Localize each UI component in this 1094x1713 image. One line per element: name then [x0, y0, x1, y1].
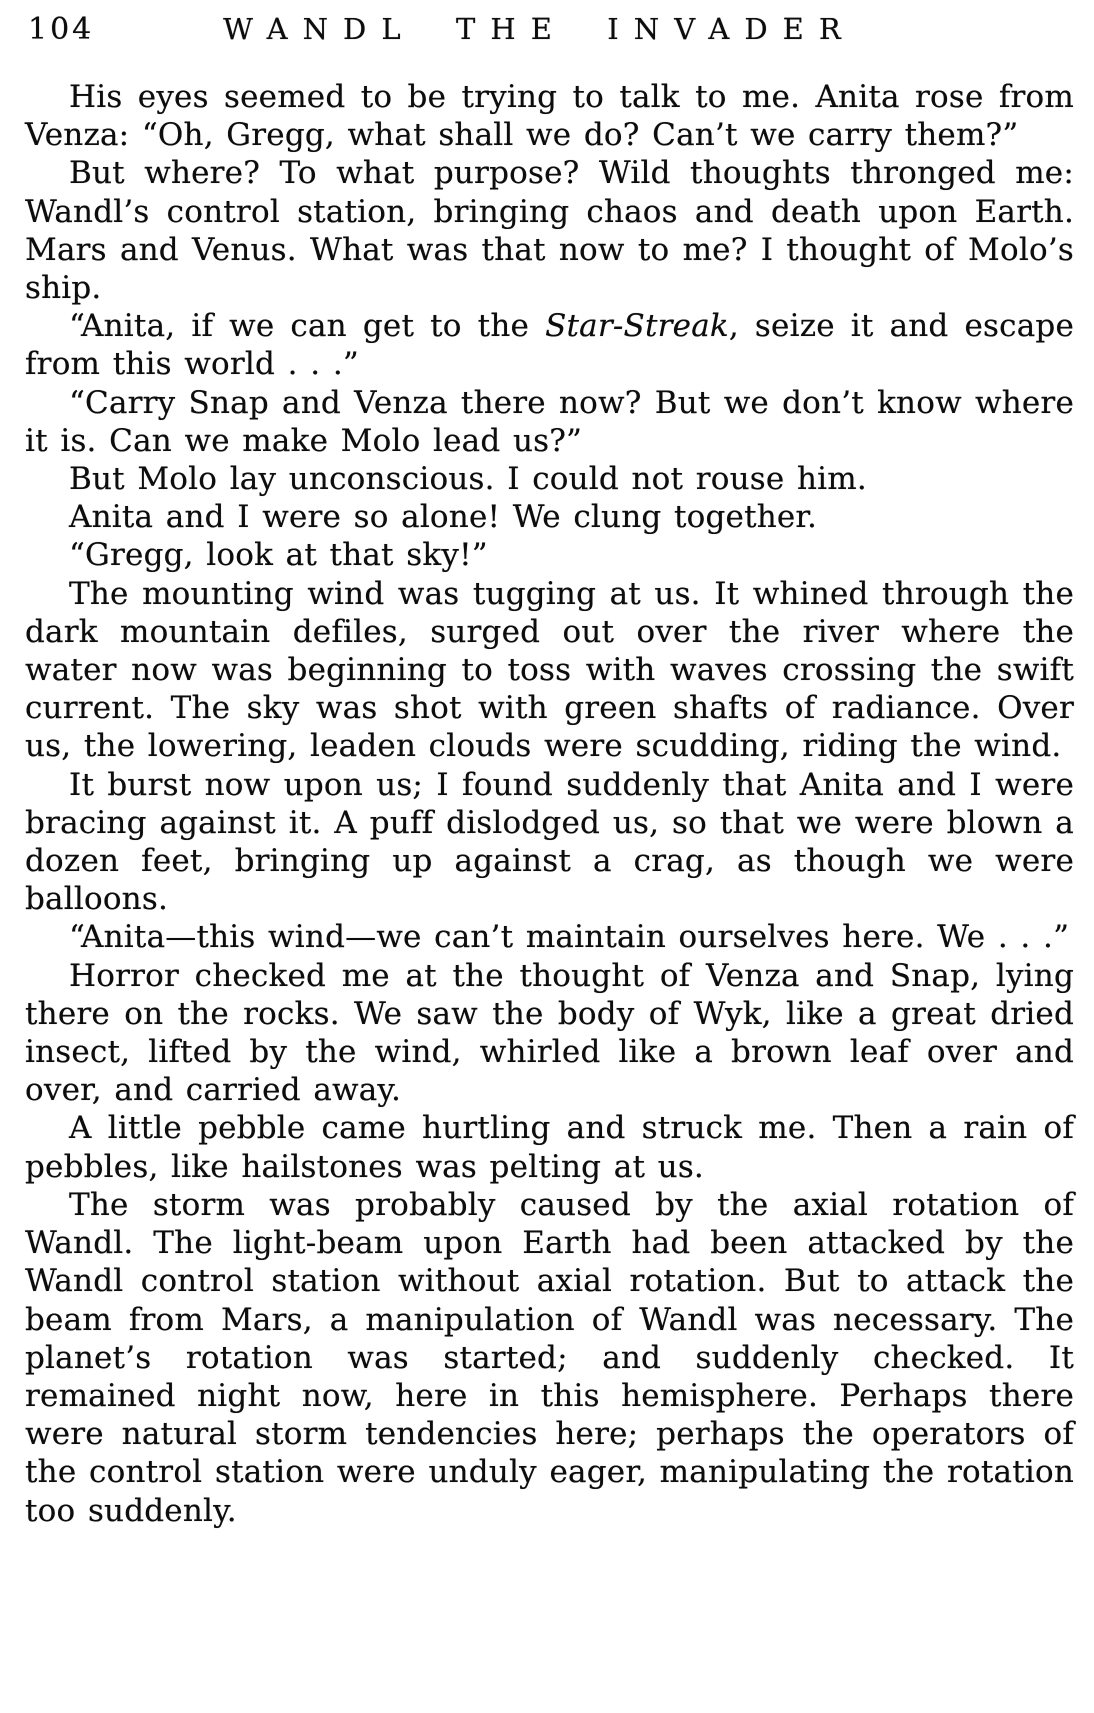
paragraph: A little pebble came hurtling and struck me. Then a rain of pebbles, like hailstones was pelting at us.: [25, 1110, 1074, 1185]
page-text: [25, 78, 1074, 1530]
running-title: WANDL THE INVADER: [223, 12, 856, 46]
paragraph: “Carry Snap and Venza there now? But we don’t know where it is. Can we make Molo lead us?”: [25, 384, 1074, 459]
paragraph: Anita and I were so alone! We clung together.: [69, 499, 818, 536]
paragraph: Horror checked me at the thought of Venza and Snap, lying there on the rocks. We saw the body of Wyk, like a great dried insect, lifted by the wind, whirled like a brown leaf over and over, and carried away.: [25, 957, 1074, 1109]
paragraph: But where? To what purpose? Wild thoughts thronged me: Wandl’s control station, bringing chaos and death upon Earth. Mars and Venus. What was that now to me? I thought of Molo’s ship.: [25, 155, 1074, 307]
paragraph: “Anita—this wind—we can’t maintain ourselves here. We . . .”: [69, 919, 1070, 956]
paragraph: [25, 307, 1074, 383]
paragraph-text: , seize it and escape from this world . . .”: [25, 308, 1074, 383]
paragraph: His eyes seemed to be trying to talk to me. Anita rose from Venza: “Oh, Gregg, what shall we do? Can’t we carry them?”: [25, 79, 1074, 154]
paragraph: But Molo lay unconscious. I could not rouse him.: [69, 461, 867, 498]
paragraph: The storm was probably caused by the axial rotation of Wandl. The light-beam upon Earth had been attacked by the Wandl control station without axial rotation. But to attack the beam from Mars, a manipulation of Wandl was necessary. The planet’s rotation was started; and suddenly checked. It remained night now, here in this hemisphere. Perhaps there were natural storm tendencies here; perhaps the operators of the control station were unduly eager, manipulating the rotation too suddenly.: [25, 1186, 1074, 1529]
paragraph: It burst now upon us; I found suddenly that Anita and I were bracing against it. A puff dislodged us, so that we were blown a dozen feet, bringing up against a crag, as though we were balloons.: [25, 766, 1074, 918]
paragraph-text: “Anita, if we can get to the: [69, 308, 546, 345]
running-head: [25, 12, 1074, 56]
ship-name-italic: Star-Streak: [545, 308, 729, 345]
paragraph: “Gregg, look at that sky!”: [69, 537, 488, 574]
paragraph: The mounting wind was tugging at us. It whined through the dark mountain defiles, surged out over the river where the water now was beginning to toss with waves crossing the swift current. The sky was shot with green shafts of radiance. Over us, the lowering, leaden clouds were scudding, riding the wind.: [25, 575, 1074, 765]
page-number: 104: [28, 12, 95, 47]
